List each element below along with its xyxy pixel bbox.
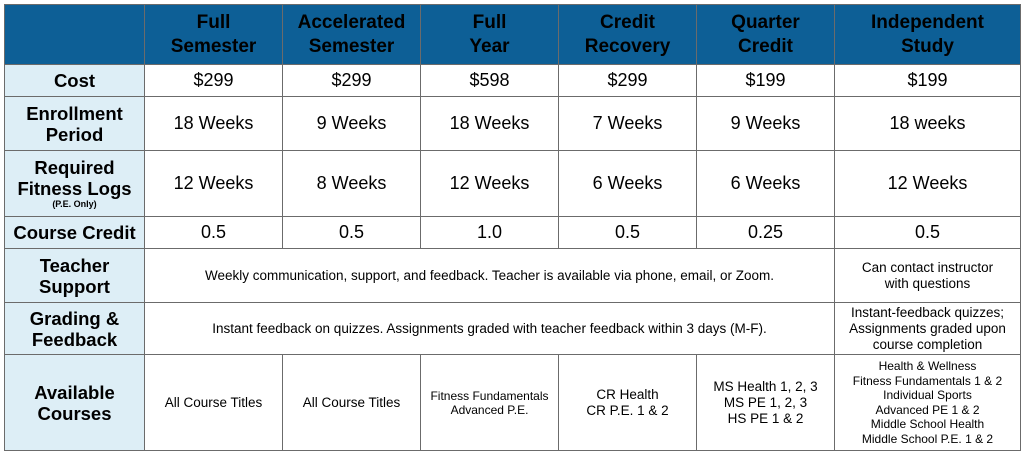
- row-available-courses: [5, 355, 1021, 451]
- enrollment-cell: 18 Weeks: [421, 97, 559, 151]
- courses-credit-recovery-cell: CR Health CR P.E. 1 & 2: [559, 355, 697, 451]
- teacher-support-independent-cell: Can contact instructor with questions: [835, 249, 1021, 303]
- course-options-comparison: [4, 4, 1020, 452]
- list-item: Health & Wellness: [878, 359, 977, 373]
- course-credit-cell: 0.5: [283, 217, 421, 249]
- row-label-enrollment-period: Enrollment Period: [5, 97, 145, 151]
- row-label-course-credit: Course Credit: [5, 217, 145, 249]
- row-enrollment-period: [5, 97, 1021, 151]
- row-label-cost: Cost: [5, 65, 145, 97]
- course-credit-cell: 0.25: [697, 217, 835, 249]
- header-quarter-credit: Quarter Credit: [697, 5, 835, 65]
- enrollment-cell: 9 Weeks: [697, 97, 835, 151]
- enrollment-cell: 9 Weeks: [283, 97, 421, 151]
- header-full-semester: Full Semester: [145, 5, 283, 65]
- teacher-support-shared-cell: Weekly communication, support, and feedback. Teacher is available via phone, email, or Zoom.: [145, 249, 835, 303]
- row-label-available-courses: Available Courses: [5, 355, 145, 451]
- courses-independent-study-cell: [835, 355, 1021, 451]
- list-item: Middle School Health: [870, 417, 985, 431]
- header-accelerated-semester: Accelerated Semester: [283, 5, 421, 65]
- fitness-logs-cell: 6 Weeks: [697, 151, 835, 217]
- grading-feedback-independent-cell: Instant-feedback quizzes; Assignments graded upon course completion: [835, 303, 1021, 355]
- cost-cell: $199: [835, 65, 1021, 97]
- enrollment-cell: 18 Weeks: [145, 97, 283, 151]
- course-credit-cell: 1.0: [421, 217, 559, 249]
- courses-quarter-credit-cell: MS Health 1, 2, 3 MS PE 1, 2, 3 HS PE 1 & 2: [697, 355, 835, 451]
- cost-cell: $299: [283, 65, 421, 97]
- cost-cell: $299: [145, 65, 283, 97]
- header-row: [5, 5, 1021, 65]
- enrollment-cell: 18 weeks: [835, 97, 1021, 151]
- row-label-teacher-support: Teacher Support: [5, 249, 145, 303]
- header-full-year: Full Year: [421, 5, 559, 65]
- grading-feedback-shared-cell: Instant feedback on quizzes. Assignments graded with teacher feedback within 3 days (M-F).: [145, 303, 835, 355]
- courses-full-year-cell: Fitness Fundamentals Advanced P.E.: [421, 355, 559, 451]
- row-teacher-support: [5, 249, 1021, 303]
- fitness-logs-cell: 12 Weeks: [421, 151, 559, 217]
- list-item: Individual Sports: [883, 388, 972, 402]
- courses-full-semester-cell: All Course Titles: [145, 355, 283, 451]
- courses-accelerated-cell: All Course Titles: [283, 355, 421, 451]
- fitness-logs-cell: 12 Weeks: [145, 151, 283, 217]
- row-label-required-fitness-logs: Required Fitness Logs (P.E. Only): [5, 151, 145, 217]
- comparison-table: [4, 4, 1021, 451]
- fitness-logs-cell: 8 Weeks: [283, 151, 421, 217]
- fitness-logs-cell: 12 Weeks: [835, 151, 1021, 217]
- header-corner: [5, 5, 145, 65]
- course-credit-cell: 0.5: [835, 217, 1021, 249]
- header-credit-recovery: Credit Recovery: [559, 5, 697, 65]
- list-item: Fitness Fundamentals 1 & 2: [852, 373, 1003, 388]
- cost-cell: $598: [421, 65, 559, 97]
- row-cost: [5, 65, 1021, 97]
- cost-cell: $199: [697, 65, 835, 97]
- list-item: Middle School P.E. 1 & 2: [861, 431, 994, 446]
- course-credit-cell: 0.5: [559, 217, 697, 249]
- enrollment-cell: 7 Weeks: [559, 97, 697, 151]
- header-independent-study: Independent Study: [835, 5, 1021, 65]
- row-label-grading-feedback: Grading & Feedback: [5, 303, 145, 355]
- row-grading-feedback: [5, 303, 1021, 355]
- list-item: Advanced PE 1 & 2: [875, 402, 980, 417]
- cost-cell: $299: [559, 65, 697, 97]
- row-required-fitness-logs: [5, 151, 1021, 217]
- row-course-credit: [5, 217, 1021, 249]
- fitness-logs-cell: 6 Weeks: [559, 151, 697, 217]
- course-credit-cell: 0.5: [145, 217, 283, 249]
